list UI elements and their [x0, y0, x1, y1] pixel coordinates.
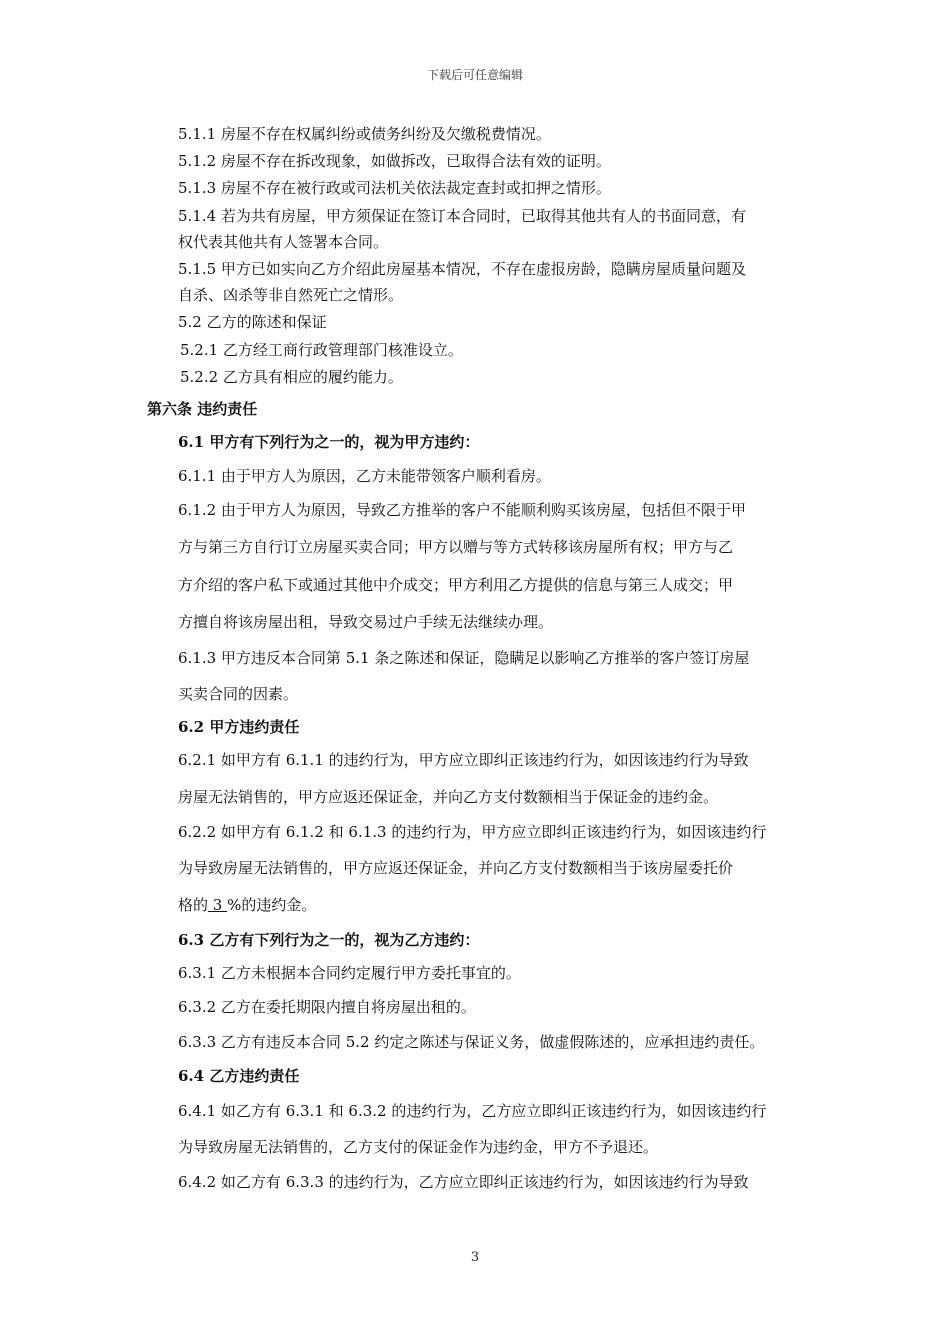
clause-5-1-3: 5.1.3 房屋不存在被行政或司法机关依法裁定查封或扣押之情形。 [178, 179, 611, 197]
clause-5-1-5-line2: 自杀、凶杀等非自然死亡之情形。 [178, 286, 404, 304]
page-header: 下载后可任意编辑 [426, 68, 523, 82]
clause-6-4-2-line1: 6.4.2 如乙方有 6.3.3 的违约行为，乙方应立即纠正该违约行为，如因该违约行为导致 [178, 1173, 749, 1191]
page-number: 3 [470, 1250, 480, 1265]
clause-5-1-1: 5.1.1 房屋不存在权属纠纷或债务纠纷及欠缴税费情况。 [178, 125, 551, 143]
clause-5-2-1: 5.2.1 乙方经工商行政管理部门核准设立。 [180, 341, 463, 359]
article-6-title: 第六条 违约责任 [147, 400, 258, 418]
clause-5-1-2: 5.1.2 房屋不存在拆改现象，如做拆改，已取得合法有效的证明。 [178, 152, 611, 170]
clause-6-2-heading: 6.2 甲方违约责任 [178, 718, 300, 736]
clause-6-2-2-line1: 6.2.2 如甲方有 6.1.2 和 6.1.3 的违约行为，甲方应立即纠正该违约行为，如因该违约行 [178, 823, 767, 841]
clause-6-2-2-line3 [178, 895, 316, 915]
clause-6-2-2-line2: 为导致房屋无法销售的，甲方应返还保证金，并向乙方支付数额相当于该房屋委托价 [178, 859, 734, 877]
clause-6-4-heading: 6.4 乙方违约责任 [178, 1067, 300, 1085]
clause-5-1-5-line1: 5.1.5 甲方已如实向乙方介绍此房屋基本情况，不存在虚报房龄，隐瞒房屋质量问题及 [178, 260, 746, 278]
clause-5-2-heading: 5.2 乙方的陈述和保证 [178, 313, 327, 331]
clause-6-1-2-line2: 方与第三方自行订立房屋买卖合同；甲方以赠与等方式转移该房屋所有权；甲方与乙 [178, 538, 734, 556]
clause-6-3-2: 6.3.2 乙方在委托期限内擅自将房屋出租的。 [178, 998, 476, 1016]
clause-6-1-1: 6.1.1 由于甲方人为原因，乙方未能带领客户顺利看房。 [178, 467, 551, 485]
penalty-percent-value: 3 [208, 896, 228, 914]
clause-6-3-heading: 6.3 乙方有下列行为之一的，视为乙方违约： [178, 931, 480, 949]
clause-6-4-1-line2: 为导致房屋无法销售的，乙方支付的保证金作为违约金，甲方不予退还。 [178, 1138, 659, 1156]
clause-5-1-4-line2: 权代表其他共有人签署本合同。 [178, 233, 389, 251]
clause-6-1-heading: 6.1 甲方有下列行为之一的，视为甲方违约： [178, 433, 480, 451]
clause-5-1-4-line1: 5.1.4 若为共有房屋，甲方须保证在签订本合同时，已取得其他共有人的书面同意，有 [178, 207, 746, 225]
clause-6-2-2-text-post: %的违约金。 [227, 896, 317, 914]
clause-5-2-2: 5.2.2 乙方具有相应的履约能力。 [180, 368, 403, 386]
clause-6-3-3: 6.3.3 乙方有违反本合同 5.2 约定之陈述与保证义务，做虚假陈述的，应承担违约责任。 [178, 1033, 765, 1051]
clause-6-1-3-line2: 买卖合同的因素。 [178, 685, 299, 703]
clause-6-2-1-line1: 6.2.1 如甲方有 6.1.1 的违约行为，甲方应立即纠正该违约行为，如因该违约行为导致 [178, 751, 749, 769]
clause-6-1-2-line1: 6.1.2 由于甲方人为原因，导致乙方推举的客户不能顺利购买该房屋，包括但不限于甲 [178, 501, 746, 519]
clause-6-2-2-text-pre: 格的 [178, 896, 209, 914]
clause-6-1-2-line4: 方擅自将该房屋出租，导致交易过户手续无法继续办理。 [178, 613, 554, 631]
clause-6-4-1-line1: 6.4.1 如乙方有 6.3.1 和 6.3.2 的违约行为，乙方应立即纠正该违约行为，如因该违约行 [178, 1102, 767, 1120]
clause-6-2-1-line2: 房屋无法销售的，甲方应返还保证金，并向乙方支付数额相当于保证金的违约金。 [178, 788, 719, 806]
clause-6-3-1: 6.3.1 乙方未根据本合同约定履行甲方委托事宜的。 [178, 964, 521, 982]
clause-6-1-2-line3: 方介绍的客户私下或通过其他中介成交；甲方利用乙方提供的信息与第三人成交；甲 [178, 576, 734, 594]
clause-6-1-3-line1: 6.1.3 甲方违反本合同第 5.1 条之陈述和保证，隐瞒足以影响乙方推举的客户签订房屋 [178, 649, 750, 667]
